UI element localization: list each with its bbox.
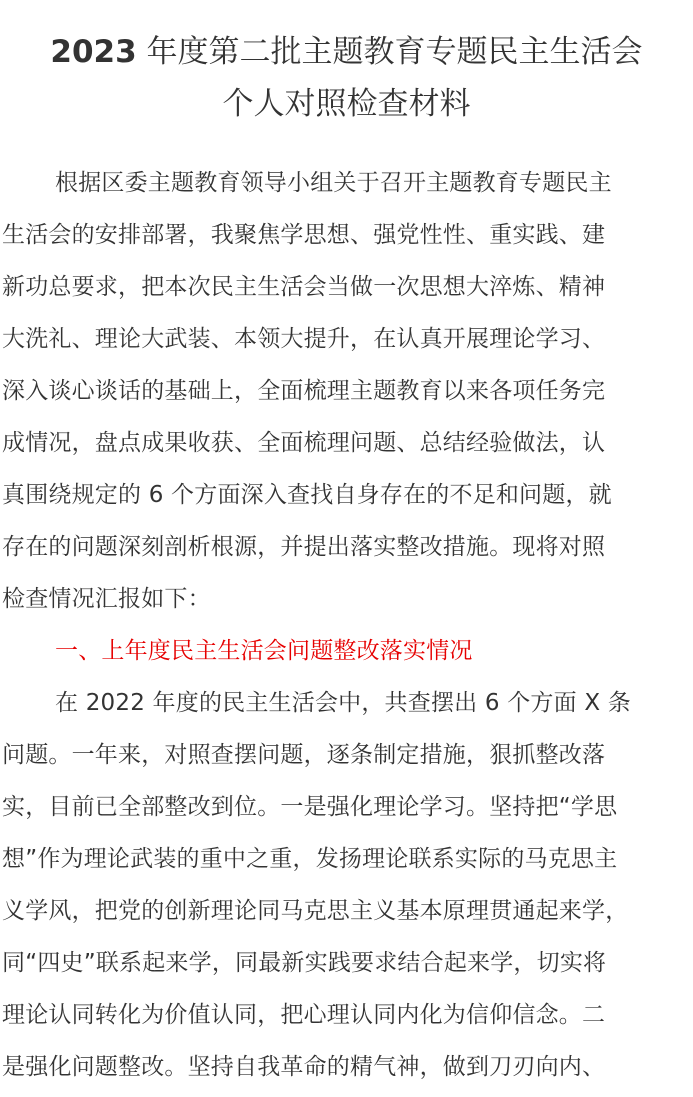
paragraph-section-line: 义学风，把党的创新理论同马克思主义基本原理贯通起来学， — [2, 898, 629, 924]
section-heading: 一、上年度民主生活会问题整改落实情况 — [55, 638, 473, 664]
title-line-1-text: 年度第二批主题教育专题民主生活会 — [136, 34, 643, 70]
paragraph-intro-line: 新功总要求，把本次民主生活会当做一次思想大淬炼、精神 — [2, 274, 606, 300]
paragraph-section-line: 同“四史”联系起来学，同最新实践要求结合起来学，切实将 — [2, 950, 607, 976]
paragraph-intro-line: 存在的问题深刻剖析根源，并提出落实整改措施。现将对照 — [2, 534, 606, 560]
paragraph-intro-line: 成情况，盘点成果收获、全面梳理问题、总结经验做法，认 — [2, 430, 606, 456]
paragraph-section-line: 是强化问题整改。坚持自我革命的精气神，做到刀刃向内、 — [2, 1054, 606, 1080]
paragraph-section-line: 在 2022 年度的民主生活会中，共查摆出 6 个方面 X 条 — [55, 690, 631, 716]
title-year: 2023 — [50, 34, 137, 70]
paragraph-section-line: 问题。一年来，对照查摆问题，逐条制定措施，狠抓整改落 — [2, 742, 606, 768]
paragraph-intro-line: 根据区委主题教育领导小组关于召开主题教育专题民主 — [55, 170, 612, 196]
paragraph-intro-line: 深入谈心谈话的基础上，全面梳理主题教育以来各项任务完 — [2, 378, 606, 404]
paragraph-section-line: 实，目前已全部整改到位。一是强化理论学习。坚持把“学思 — [2, 794, 618, 820]
paragraph-section-line: 理论认同转化为价值认同，把心理认同内化为信仰信念。二 — [2, 1002, 606, 1028]
paragraph-intro-line: 检查情况汇报如下： — [2, 586, 211, 612]
title-line-2: 个人对照检查材料 — [222, 86, 471, 122]
paragraph-intro-line: 大洗礼、理论大武装、本领大提升，在认真开展理论学习、 — [2, 326, 606, 352]
paragraph-section-line: 想”作为理论武装的重中之重，发扬理论联系实际的马克思主 — [2, 846, 618, 872]
paragraph-intro-line: 生活会的安排部署，我聚焦学思想、强党性性、重实践、建 — [2, 222, 606, 248]
paragraph-intro-line: 真围绕规定的 6 个方面深入查找自身存在的不足和问题，就 — [2, 482, 612, 508]
title-line-1 — [0, 30, 693, 74]
